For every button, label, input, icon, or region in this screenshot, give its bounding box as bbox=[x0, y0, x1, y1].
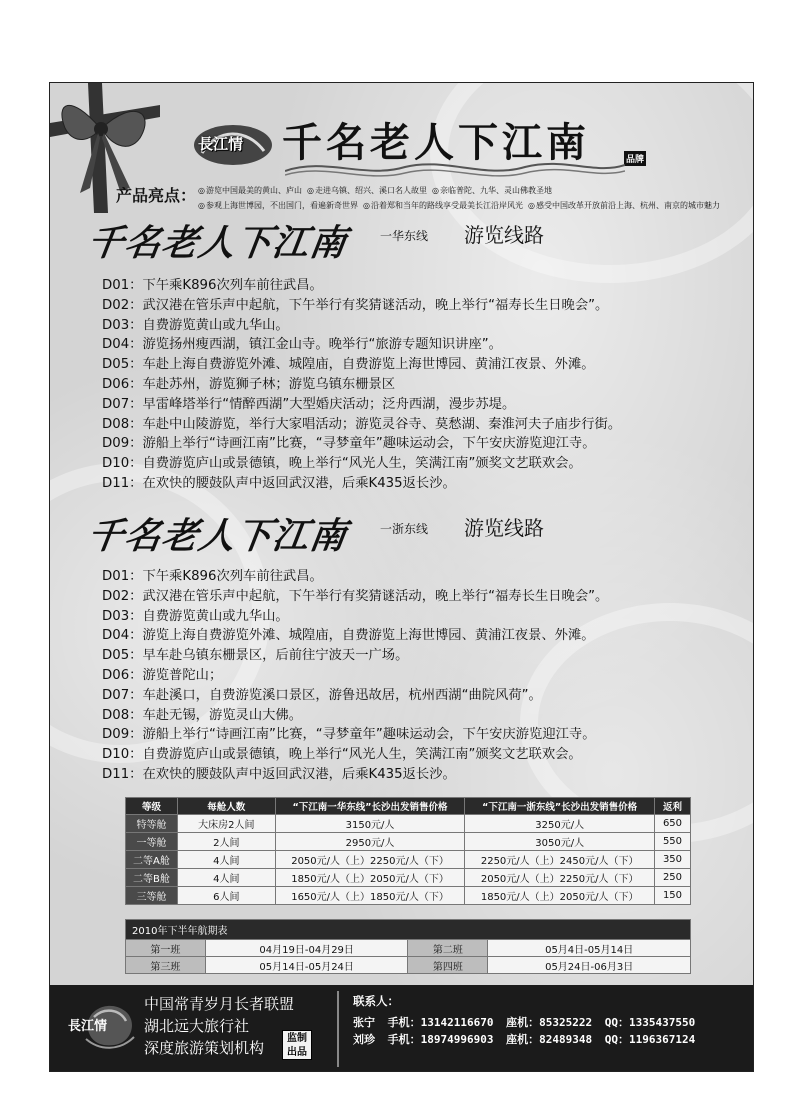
column-header: “下江南一浙东线”长沙出发销售价格 bbox=[465, 798, 655, 815]
price-east-china: 1850元/人（上）2050元/人（下） bbox=[275, 869, 465, 887]
itinerary-day: D08：车赴无锡，游览灵山大佛。 bbox=[102, 707, 303, 723]
contact-name: 张宁 bbox=[353, 1016, 375, 1029]
sailing-name: 第二班 bbox=[408, 940, 488, 957]
org-line: 中国常青岁月长者联盟 bbox=[144, 995, 295, 1013]
itinerary-day: D11：在欢快的腰鼓队声中返回武汉港，后乘K435返长沙。 bbox=[102, 475, 456, 491]
footer bbox=[50, 985, 754, 1072]
contact-name: 刘珍 bbox=[353, 1033, 375, 1046]
table-row bbox=[126, 869, 691, 887]
rebate: 150 bbox=[654, 887, 690, 905]
route-script-title: 千名老人下江南 bbox=[84, 515, 350, 557]
cabin-grade: 二等B舱 bbox=[126, 869, 178, 887]
rebate: 250 bbox=[654, 869, 690, 887]
contact-mobile: 手机：13142116670 bbox=[387, 1016, 494, 1029]
contact-mobile: 手机：18974996903 bbox=[387, 1033, 494, 1046]
price-east-zhejiang: 1850元/人（上）2050元/人（下） bbox=[465, 887, 655, 905]
itinerary-day: D07：早雷峰塔举行“情醉西湖”大型婚庆活动；泛舟西湖，漫步苏堤。 bbox=[102, 396, 516, 412]
contact-title: 联系人： bbox=[353, 994, 399, 1008]
cabin-occupancy: 4人间 bbox=[177, 869, 275, 887]
org-line: 深度旅游策划机构 bbox=[144, 1039, 265, 1057]
flyer bbox=[49, 82, 754, 1072]
itinerary-east-zhejiang bbox=[102, 567, 742, 785]
price-table bbox=[125, 797, 691, 905]
itinerary-day: D05：早车赴乌镇东栅景区，后前往宁波天一广场。 bbox=[102, 648, 409, 664]
cabin-grade: 一等舱 bbox=[126, 833, 178, 851]
itinerary-day: D04：游览扬州瘦西湖，镇江金山寺。晚举行“旅游专题知识讲座”。 bbox=[102, 337, 502, 353]
sailing-name: 第一班 bbox=[126, 940, 206, 957]
itinerary-day: D02：武汉港在管乐声中起航，下午举行有奖猜谜活动，晚上举行“福寿长生日晚会”。 bbox=[102, 588, 609, 604]
itinerary-day: D11：在欢快的腰鼓队声中返回武汉港，后乘K435返长沙。 bbox=[102, 766, 456, 782]
title-badge: 品牌 bbox=[624, 151, 646, 166]
footer-logo-text: 長江情 bbox=[68, 1019, 108, 1034]
column-header: “下江南一华东线”长沙出发销售价格 bbox=[275, 798, 465, 815]
contact-row bbox=[353, 1031, 701, 1048]
cabin-occupancy: 6人间 bbox=[177, 887, 275, 905]
itinerary-day: D06：游览普陀山； bbox=[102, 667, 223, 683]
rebate: 350 bbox=[654, 851, 690, 869]
highlight-item: ◎ 游览中国最美的黄山、庐山 bbox=[198, 183, 302, 198]
highlight-item: ◎ 沿着郑和当年的路线享受最美长江沿岸风光 bbox=[363, 198, 523, 213]
itinerary-day: D09：游船上举行“诗画江南”比赛，“寻梦童年”趣味运动会，下午安庆游览迎江寺。 bbox=[102, 436, 596, 452]
highlight-item: ◎ 走进乌镇、绍兴、溪口名人故里 bbox=[307, 183, 427, 198]
sailing-dates: 05月24日-06月3日 bbox=[488, 957, 691, 974]
route-label: 游览线路 bbox=[464, 516, 544, 540]
route-subtitle: 一浙东线 bbox=[380, 522, 429, 536]
price-east-china: 2050元/人（上）2250元/人（下） bbox=[275, 851, 465, 869]
wave-ornament-icon bbox=[285, 157, 625, 179]
table-row bbox=[126, 833, 691, 851]
cabin-occupancy: 4人间 bbox=[177, 851, 275, 869]
cabin-occupancy: 2人间 bbox=[177, 833, 275, 851]
column-header: 返利 bbox=[654, 798, 690, 815]
org-line: 湖北远大旅行社 bbox=[144, 1017, 250, 1035]
price-east-china: 3150元/人 bbox=[275, 815, 465, 833]
column-header: 等级 bbox=[126, 798, 178, 815]
price-east-zhejiang: 3050元/人 bbox=[465, 833, 655, 851]
itinerary-day: D03：自费游览黄山或九华山。 bbox=[102, 317, 289, 333]
sailing-name: 第三班 bbox=[126, 957, 206, 974]
table-row bbox=[126, 957, 691, 974]
table-row bbox=[126, 815, 691, 833]
itinerary-day: D04：游览上海自费游览外滩、城隍庙，自费游览上海世博园、黄浦江夜景、外滩。 bbox=[102, 628, 595, 644]
page-title: 千名老人下江南 bbox=[282, 119, 590, 166]
contact-block bbox=[353, 993, 701, 1048]
table-row bbox=[126, 851, 691, 869]
itinerary-day: D05：车赴上海自费游览外滩、城隍庙，自费游览上海世博园、黄浦江夜景、外滩。 bbox=[102, 357, 595, 373]
itinerary-day: D07：车赴溪口，自费游览溪口景区，游鲁迅故居，杭州西湖“曲院风荷”。 bbox=[102, 687, 542, 703]
cabin-occupancy: 大床房2人间 bbox=[177, 815, 275, 833]
cabin-grade: 特等舱 bbox=[126, 815, 178, 833]
footer-divider bbox=[337, 991, 339, 1067]
highlights-list bbox=[198, 183, 753, 213]
route-label: 游览线路 bbox=[464, 223, 544, 247]
itinerary-day: D10：自费游览庐山或景德镇，晚上举行“风光人生，笑满江南”颁奖文艺联欢会。 bbox=[102, 747, 582, 763]
highlight-item: ◎ 感受中国改革开放前沿上海、杭州、南京的城市魅力 bbox=[528, 198, 720, 213]
price-table-header bbox=[126, 798, 691, 815]
itinerary-day: D01：下午乘K896次列车前往武昌。 bbox=[102, 569, 323, 584]
table-row bbox=[126, 887, 691, 905]
contact-phone: 座机：85325222 bbox=[506, 1016, 593, 1029]
sailing-dates: 05月14日-05月24日 bbox=[205, 957, 408, 974]
contact-qq: QQ：1335437550 bbox=[604, 1016, 696, 1029]
route-heading-east-china bbox=[84, 215, 748, 264]
itinerary-east-china bbox=[102, 276, 742, 494]
highlight-item: ◎ 参观上海世博园，不出国门，看遍新奇世界 bbox=[198, 198, 358, 213]
logo-text: 長江情 bbox=[198, 135, 244, 153]
price-east-zhejiang: 2250元/人（上）2450元/人（下） bbox=[465, 851, 655, 869]
itinerary-day: D10：自费游览庐山或景德镇，晚上举行“风光人生，笑满江南”颁奖文艺联欢会。 bbox=[102, 456, 582, 472]
price-east-zhejiang: 2050元/人（上）2250元/人（下） bbox=[465, 869, 655, 887]
itinerary-day: D09：游船上举行“诗画江南”比赛，“寻梦童年”趣味运动会，下午安庆游览迎江寺。 bbox=[102, 727, 596, 743]
table-row bbox=[126, 940, 691, 957]
sailing-dates: 05月4日-05月14日 bbox=[488, 940, 691, 957]
route-heading-east-zhejiang bbox=[84, 508, 748, 557]
highlights-label: 产品亮点： bbox=[116, 186, 197, 205]
sailing-dates: 04月19日-04月29日 bbox=[205, 940, 408, 957]
price-east-zhejiang: 3250元/人 bbox=[465, 815, 655, 833]
itinerary-day: D02：武汉港在管乐声中起航，下午举行有奖猜谜活动，晚上举行“福寿长生日晚会”。 bbox=[102, 297, 609, 313]
organization-names bbox=[144, 993, 294, 1059]
itinerary-day: D03：自费游览黄山或九华山。 bbox=[102, 608, 289, 624]
cabin-grade: 三等舱 bbox=[126, 887, 178, 905]
price-east-china: 2950元/人 bbox=[275, 833, 465, 851]
contact-phone: 座机：82489348 bbox=[506, 1033, 593, 1046]
sailing-name: 第四班 bbox=[408, 957, 488, 974]
price-east-china: 1650元/人（上）1850元/人（下） bbox=[275, 887, 465, 905]
itinerary-day: D06：车赴苏州，游览狮子林；游览乌镇东栅景区 bbox=[102, 376, 396, 392]
contact-row bbox=[353, 1014, 701, 1031]
contact-qq: QQ：1196367124 bbox=[604, 1033, 696, 1046]
itinerary-day: D08：车赴中山陵游览，举行大家唱活动；游览灵谷寺、莫愁湖、秦淮河夫子庙步行街。 bbox=[102, 416, 622, 432]
route-subtitle: 一华东线 bbox=[380, 229, 429, 243]
route-script-title: 千名老人下江南 bbox=[84, 222, 350, 264]
sailing-schedule-title: 2010年下半年航期表 bbox=[125, 919, 691, 939]
highlight-item: ◎ 亲临普陀、九华、灵山佛教圣地 bbox=[432, 183, 552, 198]
rebate: 550 bbox=[654, 833, 690, 851]
produced-by-stamp: 监制 出品 bbox=[282, 1030, 312, 1060]
cabin-grade: 二等A舱 bbox=[126, 851, 178, 869]
rebate: 650 bbox=[654, 815, 690, 833]
column-header: 每舱人数 bbox=[177, 798, 275, 815]
sailing-schedule-table bbox=[125, 919, 691, 974]
itinerary-day: D01：下午乘K896次列车前往武昌。 bbox=[102, 278, 323, 293]
